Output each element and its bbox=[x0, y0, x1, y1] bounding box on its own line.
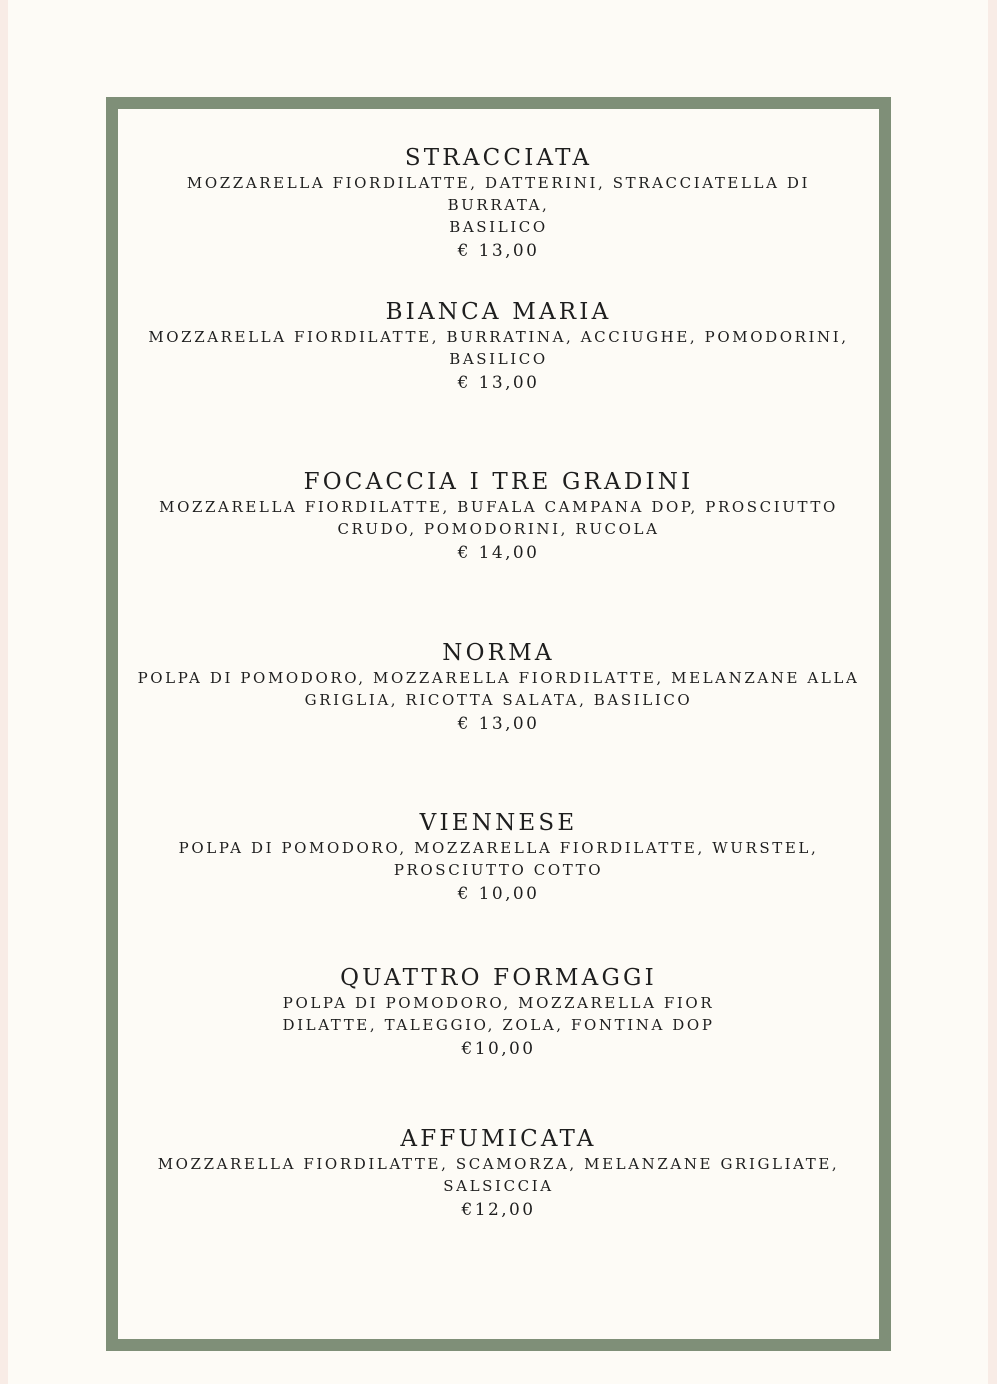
item-description-line: BASILICO bbox=[449, 350, 548, 368]
item-description-line: POLPA DI POMODORO, MOZZARELLA FIORDILATTE, WURSTEL, bbox=[178, 839, 819, 857]
item-description-line: MOZZARELLA FIORDILATTE, BURRATINA, ACCIUGHE, POMODORINI, bbox=[148, 328, 849, 346]
item-description-line: PROSCIUTTO COTTO bbox=[393, 861, 604, 879]
item-description-line: CRUDO, POMODORINI, RUCOLA bbox=[337, 520, 660, 538]
menu-item-focaccia-i-tre-gradini bbox=[118, 468, 879, 566]
item-price: €12,00 bbox=[461, 1200, 536, 1220]
item-price: € 13,00 bbox=[457, 241, 540, 261]
menu-frame bbox=[106, 97, 891, 1351]
item-description bbox=[134, 992, 864, 1036]
item-description-line: SALSICCIA bbox=[443, 1177, 554, 1195]
menu-page bbox=[8, 0, 988, 1384]
item-description-line: MOZZARELLA FIORDILATTE, SCAMORZA, MELANZANE GRIGLIATE, bbox=[157, 1155, 840, 1173]
item-description-line: POLPA DI POMODORO, MOZZARELLA FIOR bbox=[282, 994, 715, 1012]
item-price: € 14,00 bbox=[457, 543, 540, 563]
menu-item-quattro-formaggi bbox=[118, 964, 879, 1062]
item-price: € 13,00 bbox=[457, 373, 540, 393]
item-price: €10,00 bbox=[461, 1039, 536, 1059]
item-name: AFFUMICATA bbox=[400, 1126, 597, 1152]
item-description bbox=[134, 837, 864, 881]
item-price: € 13,00 bbox=[457, 714, 540, 734]
item-description-line: POLPA DI POMODORO, MOZZARELLA FIORDILATTE, MELANZANE ALLA bbox=[137, 669, 860, 687]
item-description bbox=[134, 667, 864, 711]
item-description-line: BASILICO bbox=[449, 218, 548, 236]
item-description bbox=[134, 172, 864, 238]
item-name: BIANCA MARIA bbox=[385, 299, 612, 325]
item-description bbox=[134, 1153, 864, 1197]
item-description-line: MOZZARELLA FIORDILATTE, BUFALA CAMPANA DOP, PROSCIUTTO bbox=[159, 498, 838, 516]
item-name: QUATTRO FORMAGGI bbox=[340, 965, 657, 991]
menu-item-bianca-maria bbox=[118, 298, 879, 396]
item-description-line: GRIGLIA, RICOTTA SALATA, BASILICO bbox=[304, 691, 693, 709]
item-description bbox=[134, 326, 864, 370]
item-description-line: DILATTE, TALEGGIO, ZOLA, FONTINA DOP bbox=[282, 1016, 715, 1034]
menu-item-stracciata bbox=[118, 144, 879, 264]
item-description-line: MOZZARELLA FIORDILATTE, DATTERINI, STRACCIATELLA DI BURRATA, bbox=[186, 174, 811, 214]
item-description bbox=[134, 496, 864, 540]
item-name: FOCACCIA I TRE GRADINI bbox=[303, 469, 694, 495]
menu-item-viennese bbox=[118, 809, 879, 907]
item-name: VIENNESE bbox=[419, 810, 578, 836]
item-price: € 10,00 bbox=[457, 884, 540, 904]
item-name: NORMA bbox=[442, 640, 555, 666]
menu-item-affumicata bbox=[118, 1125, 879, 1223]
item-name: STRACCIATA bbox=[404, 145, 593, 171]
menu-item-norma bbox=[118, 639, 879, 737]
